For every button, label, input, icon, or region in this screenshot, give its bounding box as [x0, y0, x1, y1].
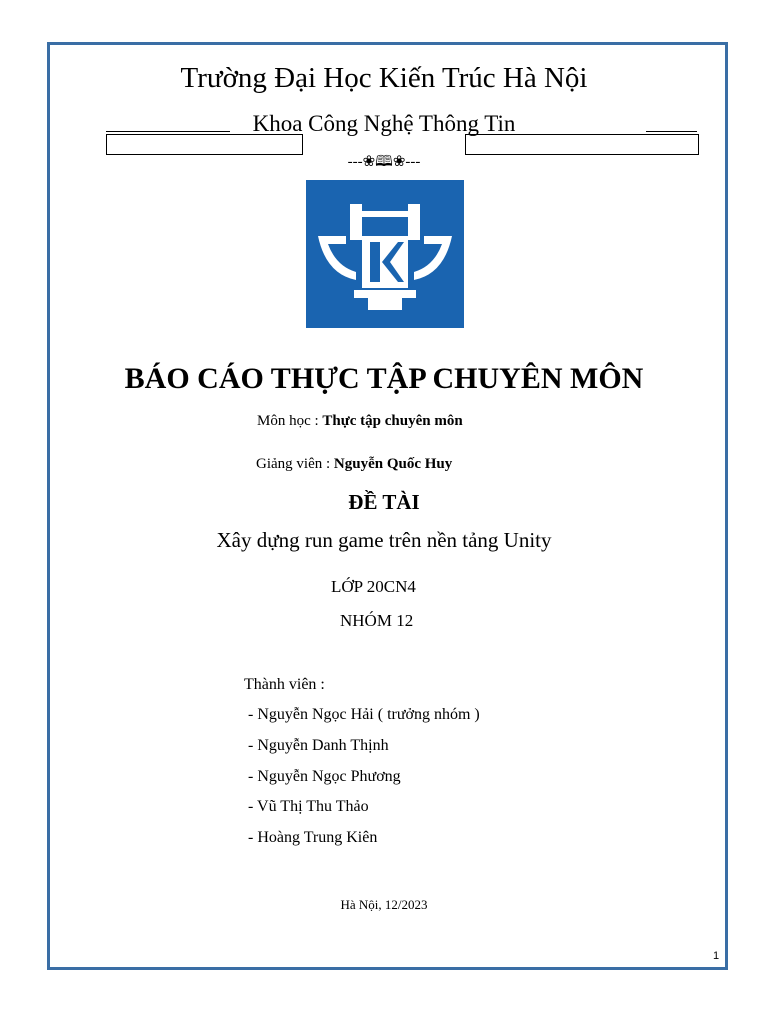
member-item: - Vũ Thị Thu Thảo: [248, 798, 369, 815]
logo-mark: [306, 180, 464, 328]
page-number: 1: [713, 950, 720, 962]
lecturer-label: Giảng viên :: [256, 456, 334, 472]
class-label: LỚP 20CN4: [331, 577, 416, 596]
lecturer-line: [256, 456, 452, 473]
flourish-icon: ❀: [392, 154, 406, 170]
topic-heading: ĐỀ TÀI: [348, 490, 420, 514]
university-name: Trường Đại Học Kiến Trúc Hà Nội: [180, 62, 588, 94]
member-item: - Nguyễn Ngọc Hải ( trưởng nhóm ): [248, 706, 480, 723]
place-date: Hà Nội, 12/2023: [340, 897, 428, 912]
member-item: - Nguyễn Ngọc Phương: [248, 768, 401, 785]
book-icon: 🕮: [375, 154, 393, 170]
lecturer-value: Nguyễn Quốc Huy: [333, 456, 453, 472]
member-item: - Hoàng Trung Kiên: [248, 829, 378, 846]
members-heading: Thành viên :: [244, 676, 325, 693]
group-label: NHÓM 12: [340, 611, 414, 630]
university-logo-icon: [306, 180, 464, 328]
ornament-divider: ---❀🕮❀---: [347, 154, 421, 170]
subject-label: Môn học :: [257, 413, 323, 429]
subject-line: [257, 413, 463, 430]
subject-value: Thực tập chuyên môn: [322, 413, 463, 429]
report-title: BÁO CÁO THỰC TẬP CHUYÊN MÔN: [124, 362, 644, 395]
faculty-name: Khoa Công Nghệ Thông Tin: [252, 111, 516, 136]
member-item: - Nguyễn Danh Thịnh: [248, 737, 389, 754]
topic-title: Xây dựng run game trên nền tảng Unity: [216, 528, 552, 552]
flourish-icon: ❀: [362, 154, 376, 170]
